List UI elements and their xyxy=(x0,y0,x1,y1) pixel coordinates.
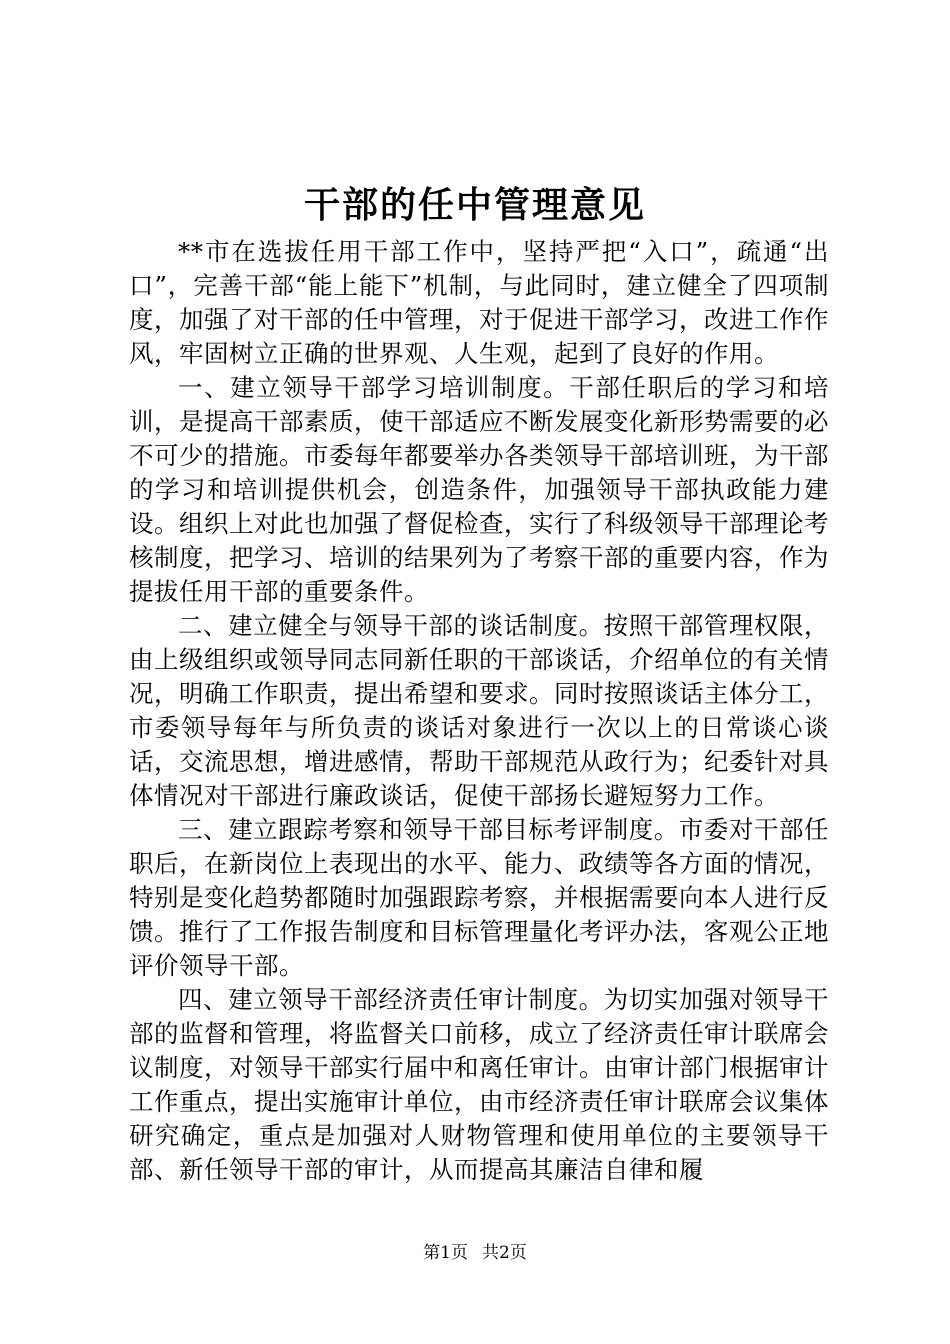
document-body xyxy=(129,235,829,1187)
paragraph-study-training: 一、建立领导干部学习培训制度。干部任职后的学习和培训，是提高干部素质，使干部适应不断发展变化新形势需要的必不可少的措施。市委每年都要举办各类领导干部培训班，为干部的学习和培训提供机会，创造条件，加强领导干部执政能力建设。组织上对此也加强了督促检查，实行了科级领导干部理论考核制度，把学习、培训的结果列为了考察干部的重要内容，作为提拔任用干部的重要条件。 xyxy=(129,373,829,606)
page-title: 干部的任中管理意见 xyxy=(303,184,646,226)
page-footer xyxy=(0,1242,950,1264)
paragraph-tracking-evaluation: 三、建立跟踪考察和领导干部目标考评制度。市委对干部任职后，在新岗位上表现出的水平、能力、政绩等各方面的情况，特别是变化趋势都随时加强跟踪考察，并根据需要向本人进行反馈。推行了工作报告制度和目标管理量化考评办法，客观公正地评价领导干部。 xyxy=(129,815,829,980)
paragraph-intro: **市在选拔任用干部工作中，坚持严把“入口”，疏通“出口”，完善干部“能上能下”机制，与此同时，建立健全了四项制度，加强了对干部的任中管理，对于促进干部学习，改进工作作风，牢固树立正确的世界观、人生观，起到了良好的作用。 xyxy=(129,237,829,368)
paragraph-talk-system: 二、建立健全与领导干部的谈话制度。按照干部管理权限，由上级组织或领导同志同新任职的干部谈话，介绍单位的有关情况，明确工作职责，提出希望和要求。同时按照谈话主体分工，市委领导每年与所负责的谈话对象进行一次以上的日常谈心谈话，交流思想，增进感情，帮助干部规范从政行为；纪委针对具体情况对干部进行廉政谈话，促使干部扬长避短努力工作。 xyxy=(129,611,829,810)
page-number-total: 共2页 xyxy=(482,1243,527,1263)
page-number-current: 第1页 xyxy=(423,1243,468,1263)
paragraph-economic-audit: 四、建立领导干部经济责任审计制度。为切实加强对领导干部的监督和管理，将监督关口前移，成立了经济责任审计联席会议制度，对领导干部实行届中和离任审计。由审计部门根据审计工作重点，提出实施审计单位，由市经济责任审计联席会议集体研究确定，重点是加强对人财物管理和使用单位的主要领导干部、新任领导干部的审计，从而提高其廉洁自律和履 xyxy=(129,985,829,1184)
